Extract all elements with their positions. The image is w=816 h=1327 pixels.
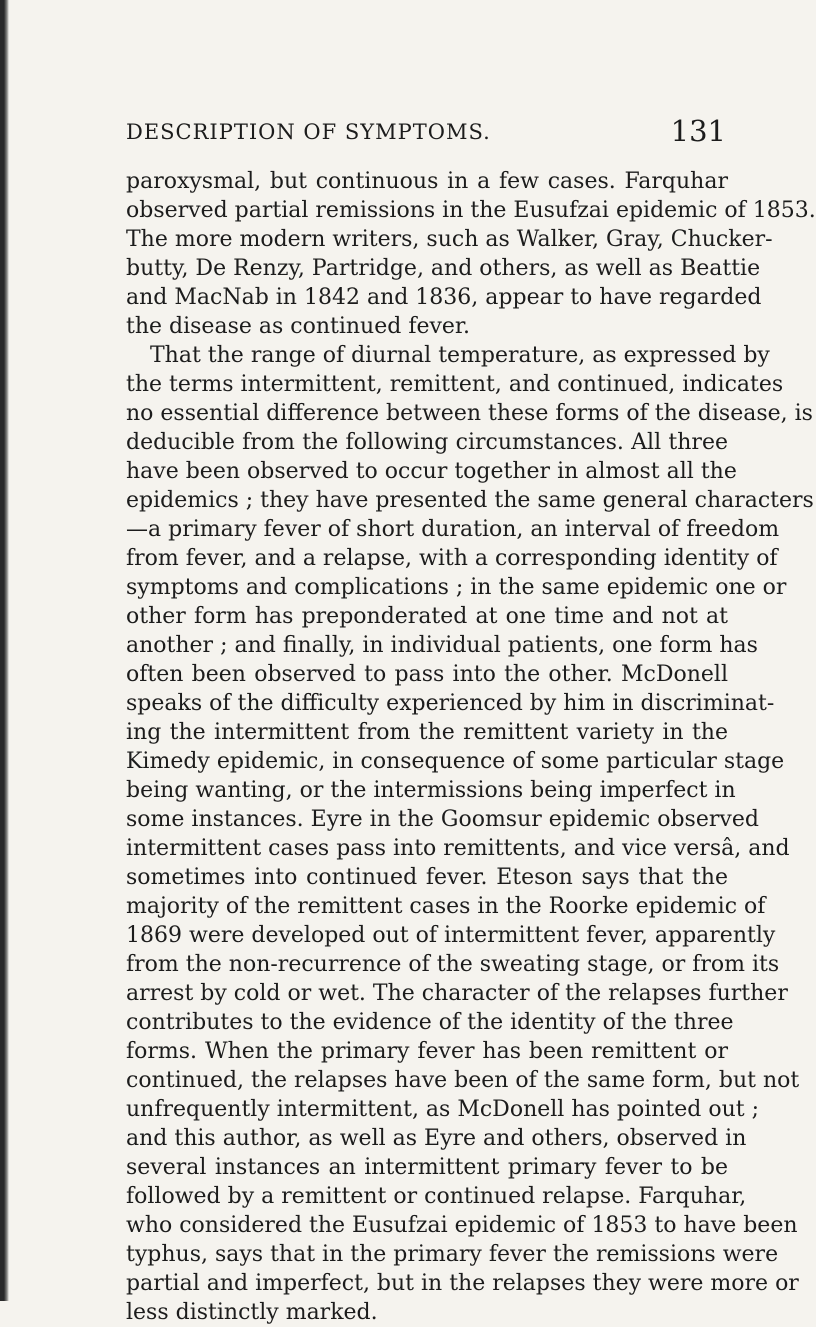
text-line: some instances. Eyre in the Goomsur epidemic observed	[126, 807, 759, 832]
text-line: forms. When the primary fever has been remittent or	[126, 1039, 728, 1064]
text-line: being wanting, or the intermissions being imperfect in	[126, 778, 736, 803]
text-line: have been observed to occur together in almost all the	[126, 459, 737, 484]
text-line: often been observed to pass into the other. McDonell	[126, 662, 728, 687]
text-line: deducible from the following circumstances. All three	[126, 430, 728, 455]
text-line: other form has preponderated at one time and not at	[126, 604, 728, 629]
text-line: The more modern writers, such as Walker, Gray, Chucker-	[126, 227, 773, 252]
text-line: intermittent cases pass into remittents, and vice versâ, and	[126, 836, 790, 861]
text-line: arrest by cold or wet. The character of the relapses further	[126, 981, 788, 1006]
text-line: Kimedy epidemic, in consequence of some particular stage	[126, 749, 785, 774]
text-line: paroxysmal, but continuous in a few cases. Farquhar	[126, 169, 728, 194]
text-line: no essential difference between these forms of the disease, is	[126, 401, 813, 426]
text-line: partial and imperfect, but in the relapses they were more or	[126, 1271, 799, 1296]
text-line: unfrequently intermittent, as McDonell has pointed out ;	[126, 1097, 760, 1122]
text-line: majority of the remittent cases in the Roorke epidemic of	[126, 894, 766, 919]
text-line: contributes to the evidence of the identity of the three	[126, 1010, 734, 1035]
text-line: epidemics ; they have presented the same general characters	[126, 488, 814, 513]
text-line: That the range of diurnal temperature, as expressed by	[150, 343, 770, 368]
body-text	[126, 167, 816, 1327]
page-header	[126, 114, 726, 154]
text-line: another ; and finally, in individual patients, one form has	[126, 633, 758, 658]
text-line: sometimes into continued fever. Eteson says that the	[126, 865, 728, 890]
text-line: the disease as continued fever.	[126, 314, 471, 339]
text-line: and MacNab in 1842 and 1836, appear to have regarded	[126, 285, 762, 310]
running-head: DESCRIPTION OF SYMPTOMS.	[126, 120, 491, 144]
text-line: ing the intermittent from the remittent variety in the	[126, 720, 728, 745]
page-edge-shadow	[0, 0, 9, 1301]
text-line: who considered the Eusufzai epidemic of 1853 to have been	[126, 1213, 798, 1238]
page-number: 131	[670, 114, 726, 148]
text-line: from the non-recurrence of the sweating stage, or from its	[126, 952, 780, 977]
text-line: butty, De Renzy, Partridge, and others, as well as Beattie	[126, 256, 761, 281]
text-line: several instances an intermittent primary fever to be	[126, 1155, 728, 1180]
text-line: continued, the relapses have been of the same form, but not	[126, 1068, 800, 1093]
text-line: less distinctly marked.	[126, 1300, 378, 1325]
text-line: —a primary fever of short duration, an interval of freedom	[126, 517, 780, 542]
text-line: symptoms and complications ; in the same epidemic one or	[126, 575, 787, 600]
text-line: from fever, and a relapse, with a corresponding identity of	[126, 546, 778, 571]
text-line: followed by a remittent or continued relapse. Farquhar,	[126, 1184, 747, 1209]
text-line: the terms intermittent, remittent, and continued, indicates	[126, 372, 784, 397]
text-line: 1869 were developed out of intermittent fever, apparently	[126, 923, 776, 948]
text-line: typhus, says that in the primary fever the remissions were	[126, 1242, 779, 1267]
text-line: speaks of the difficulty experienced by him in discriminat-	[126, 691, 775, 716]
text-line: and this author, as well as Eyre and others, observed in	[126, 1126, 747, 1151]
text-line: observed partial remissions in the Eusufzai epidemic of 1853.	[126, 198, 816, 223]
